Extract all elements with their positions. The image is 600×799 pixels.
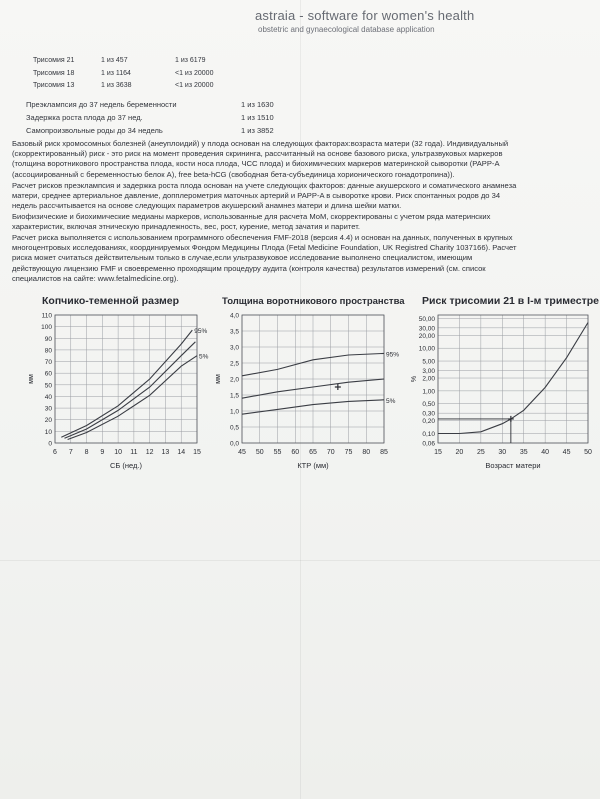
risk-value: 1 из 3852 [241,126,274,135]
trisomy-risk-b: <1 из 20000 [175,70,214,77]
y-axis-label: мм [215,374,222,384]
x-tick-label: 45 [238,449,246,456]
y-tick-label: 20 [44,417,52,425]
t21-risk-chart [400,290,600,480]
x-tick-label: 15 [193,449,201,456]
x-tick-label: 50 [584,449,592,456]
y-tick-label: 0,06 [422,440,435,448]
trisomy-risk-a: 1 из 3638 [101,82,132,89]
risk-value: 1 из 1630 [241,100,274,109]
y-tick-label: 0,0 [229,440,239,448]
x-tick-label: 50 [255,449,264,456]
risk-name: Самопроизвольные роды до 34 недель [26,126,163,135]
x-tick-label: 11 [130,449,138,456]
y-tick-label: 0,50 [422,401,435,409]
y-tick-label: 2,0 [229,376,239,384]
y-tick-label: 4,0 [229,312,239,320]
y-tick-label: 10,00 [418,345,435,353]
y-tick-label: 1,00 [422,388,435,396]
y-tick-label: 2,5 [229,360,239,368]
x-tick-label: 25 [476,449,485,456]
y-tick-label: 5,00 [422,358,435,366]
x-tick-label: 15 [434,449,442,456]
y-tick-label: 0,10 [422,431,435,439]
brand-title: astraia - software for women's health [255,8,475,23]
data-point-marker [335,384,341,390]
paper-fold-horizontal [0,560,600,561]
x-tick-label: 55 [273,449,282,456]
risk-name: Преэклампсия до 37 недель беременности [26,100,177,109]
x-axis-label: Возраст матери [485,461,541,470]
y-tick-label: 30 [44,405,52,413]
series-label: 95% [194,328,208,336]
series-line [65,342,196,439]
trisomy-risk-b: 1 из 6179 [175,57,206,64]
x-tick-label: 65 [309,449,317,456]
series-line [61,330,192,437]
trisomy-name: Трисомия 18 [33,70,75,77]
x-tick-label: 45 [562,449,571,456]
y-tick-label: 3,00 [422,368,435,376]
y-tick-label: 100 [41,324,52,332]
crl-chart [0,290,210,480]
x-tick-label: 13 [161,449,170,456]
y-axis-label: % [411,375,418,383]
paragraph-software: Расчет риска выполняется с использованием программного обеспечения FMF-2018 (версия 4.4) и основан на данных, полученных в крупных многоцентровых исследованиях, координируемых Фондом Медицины Плода (Fetal Medicine Foundation, UK Registred Charity 1037166). Расчет риска может считаться действительным только в случае,если ультразвуковое исследование выполнено специалистом, имеющим действующую лицензию FMF и своевременно проходящим процедуру аудита (контроля качества) результатов измерений (см. список специалистов на сайте: www.fetalmedicine.org). [12,233,517,283]
x-tick-label: 70 [326,449,335,456]
y-tick-label: 2,00 [422,375,435,383]
chart-title: Риск трисомии 21 в I-м триместре [422,295,599,307]
trisomy-name: Трисомия 13 [33,82,75,89]
y-tick-label: 50 [44,382,52,390]
y-tick-label: 40 [44,393,52,401]
y-tick-label: 3,0 [229,344,239,352]
y-tick-label: 0,20 [422,418,435,426]
y-tick-label: 30,00 [418,325,435,333]
x-tick-label: 14 [177,449,186,456]
trisomy-risk-a: 1 из 457 [101,57,128,64]
x-tick-label: 35 [519,449,528,456]
x-tick-label: 80 [362,449,371,456]
x-tick-label: 30 [498,449,507,456]
x-tick-label: 40 [541,449,550,456]
x-tick-label: 8 [84,449,89,456]
x-tick-label: 7 [68,449,73,456]
nt-chart [205,290,405,480]
x-tick-label: 12 [145,449,154,456]
x-tick-label: 60 [291,449,300,456]
trisomy-risk-b: <1 из 20000 [175,82,214,89]
risk-name: Задержка роста плода до 37 нед. [26,113,143,122]
trisomy-name: Трисомия 21 [33,57,75,64]
plot-frame [55,315,197,443]
x-axis-label: СБ (нед.) [109,461,143,470]
y-tick-label: 90 [44,335,52,343]
risk-value: 1 из 1510 [241,113,274,122]
y-axis-label: мм [28,374,35,384]
paragraph-base-risk: Базовый риск хромосомных болезней (анеуплоидий) у плода основан на следующих факторах:возраста матери (32 года). Индивидуальный (скорректированный) риск - это риск на момент проведения скрининга, рассчитанный на основе базового риска, ультразвуковых маркеров (толщина воротникового пространства плода, кости носа плода, ЧСС плода) и биохимических маркеров материнской сыворотки (PAPP-A (ассоциированный с беременностью белок А), free beta-hCG (свободная бета-субъединица хорионического гонадотропина)). [12,139,509,179]
x-tick-label: 6 [53,449,57,456]
trisomy-risk-a: 1 из 1164 [101,70,131,77]
x-tick-label: 20 [455,449,464,456]
chart-title: Копчико-теменной размер [42,295,180,307]
y-tick-label: 10 [44,428,52,436]
x-tick-label: 75 [344,449,353,456]
y-tick-label: 110 [41,312,52,320]
x-tick-label: 85 [380,449,388,456]
x-axis-label: КТР (мм) [297,461,329,470]
y-tick-label: 0 [48,440,52,448]
series-line [68,356,197,440]
y-tick-label: 60 [44,370,52,378]
paragraph-medians: Биофизические и биохимические медианы маркеров, использованные для расчета МоМ, скорректированы с учетом ряда материнских характеристик, включая этническую принадлежность, вес, рост, курение, метод зачатия и паритет. [12,212,491,232]
series-label: 5% [199,353,209,361]
y-tick-label: 0,30 [422,410,435,418]
series-label: 5% [386,397,396,405]
series-label: 95% [386,351,400,359]
chart-title: Толщина воротникового пространства [222,296,405,307]
y-tick-label: 80 [44,347,52,355]
y-tick-label: 50,00 [418,315,435,323]
plot-frame [438,315,588,443]
y-tick-label: 3,5 [229,328,239,336]
y-tick-label: 1,0 [229,408,239,416]
brand-subtitle: obstetric and gynaecological database application [258,25,435,34]
paragraph-preeclampsia: Расчет рисков преэклампсия и задержка роста плода основан на учете следующих факторов: данные акушерского и соматического анамнеза матери, среднее артериальное давление, допплерометрия маточных артерий и PAPP-A в сыворотке крови. Риск спонтанных родов до 34 недель рассчитывается на основе следующих параметров акушерский анамнез матери и длина шейки матки. [12,181,517,211]
y-tick-label: 70 [44,359,52,367]
x-tick-label: 9 [100,449,105,456]
x-tick-label: 10 [114,449,123,456]
y-tick-label: 20,00 [418,332,435,340]
y-tick-label: 0,5 [229,424,239,432]
y-tick-label: 1,5 [229,392,239,400]
